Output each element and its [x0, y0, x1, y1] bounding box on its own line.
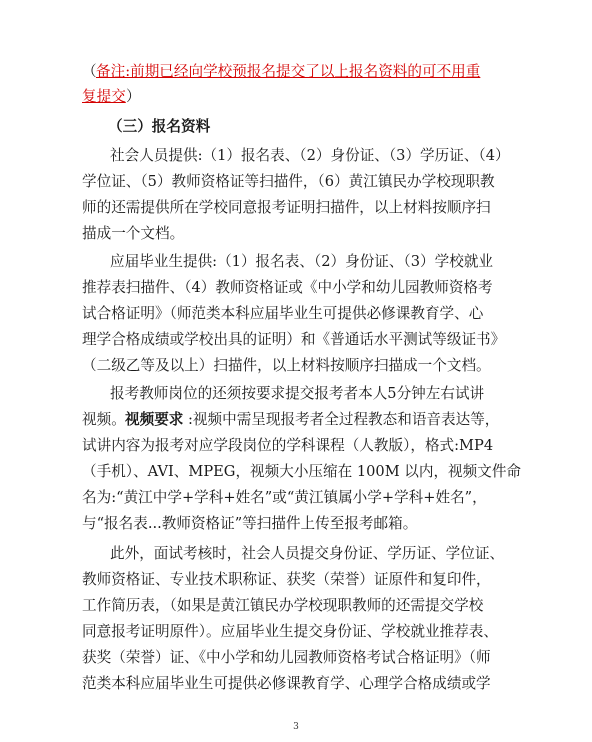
text-line: 应届毕业生提供:（1）报名表、（2）身份证、（3）学校就业	[110, 253, 494, 270]
text-line: 与“报名表...教师资格证”等扫描件上传至报考邮箱。	[82, 515, 418, 532]
page-number: 3	[293, 722, 299, 732]
text-line: 理学合格成绩或学校出具的证明）和《普通话水平测试等级证书》	[82, 331, 506, 348]
text-line: 名为:“黄江中学+学科+姓名”或“黄江镇属小学+学科+姓名”，	[82, 489, 487, 506]
note-text-line-2: 复提交	[82, 88, 126, 105]
text-line: （二级乙等及以上）扫描件，以上材料按顺序扫描成一个文档。	[82, 357, 491, 374]
text-line: 试讲内容为报考对应学段岗位的学科课程（人教版），格式:MP4	[82, 437, 494, 454]
text-line: 获奖（荣誉）证、《中小学和幼儿园教师资格考试合格证明》（师	[82, 649, 491, 666]
video-requirement-label: 视频要求	[125, 411, 184, 428]
text-line: 范类本科应届毕业生可提供必修课教育学、心理学合格成绩或学	[82, 675, 491, 692]
text-line: 工作简历表，（如果是黄江镇民办学校现职教师的还需提交学校	[82, 597, 484, 614]
note-text-line-1: 备注:前期已经向学校预报名提交了以上报名资料的可不用重	[96, 63, 481, 80]
text-line: 社会人员提供:（1）报名表、（2）身份证、（3）学历证、（4）	[110, 147, 510, 164]
text-line: 报考教师岗位的还须按要求提交报考者本人5分钟左右试讲	[110, 385, 485, 402]
text-line: 教师资格证、专业技术职称证、获奖（荣誉）证原件和复印件，	[82, 571, 491, 588]
section-heading-text: （三）报名资料	[108, 118, 211, 135]
note-close-paren: ）	[126, 88, 141, 105]
text-line: 学位证、（5）教师资格证等扫描件，（6）黄江镇民办学校现职教	[82, 173, 495, 190]
text-line: :视频中需呈现报考者全过程教态和语音表达等，	[188, 411, 500, 428]
text-line: 师的还需提供所在学校同意报考证明扫描件，以上材料按顺序扫	[82, 199, 491, 216]
text-line: 视频。	[82, 411, 126, 428]
text-line: 试合格证明》（师范类本科应届毕业生可提供必修课教育学、心	[82, 305, 484, 322]
text-line: （手机）、AVI、MPEG，视频大小压缩在 100M 以内，视频文件命	[82, 463, 522, 480]
text-line: 描成一个文档。	[82, 225, 185, 242]
text-line: 此外，面试考核时，社会人员提交身份证、学历证、学位证、	[110, 545, 505, 562]
text-line: 推荐表扫描件、（4）教师资格证或《中小学和幼儿园教师资格考	[82, 279, 493, 296]
note-open-paren: （	[82, 63, 97, 80]
text-line: 同意报考证明原件）。应届毕业生提交身份证、学校就业推荐表、	[82, 623, 498, 640]
